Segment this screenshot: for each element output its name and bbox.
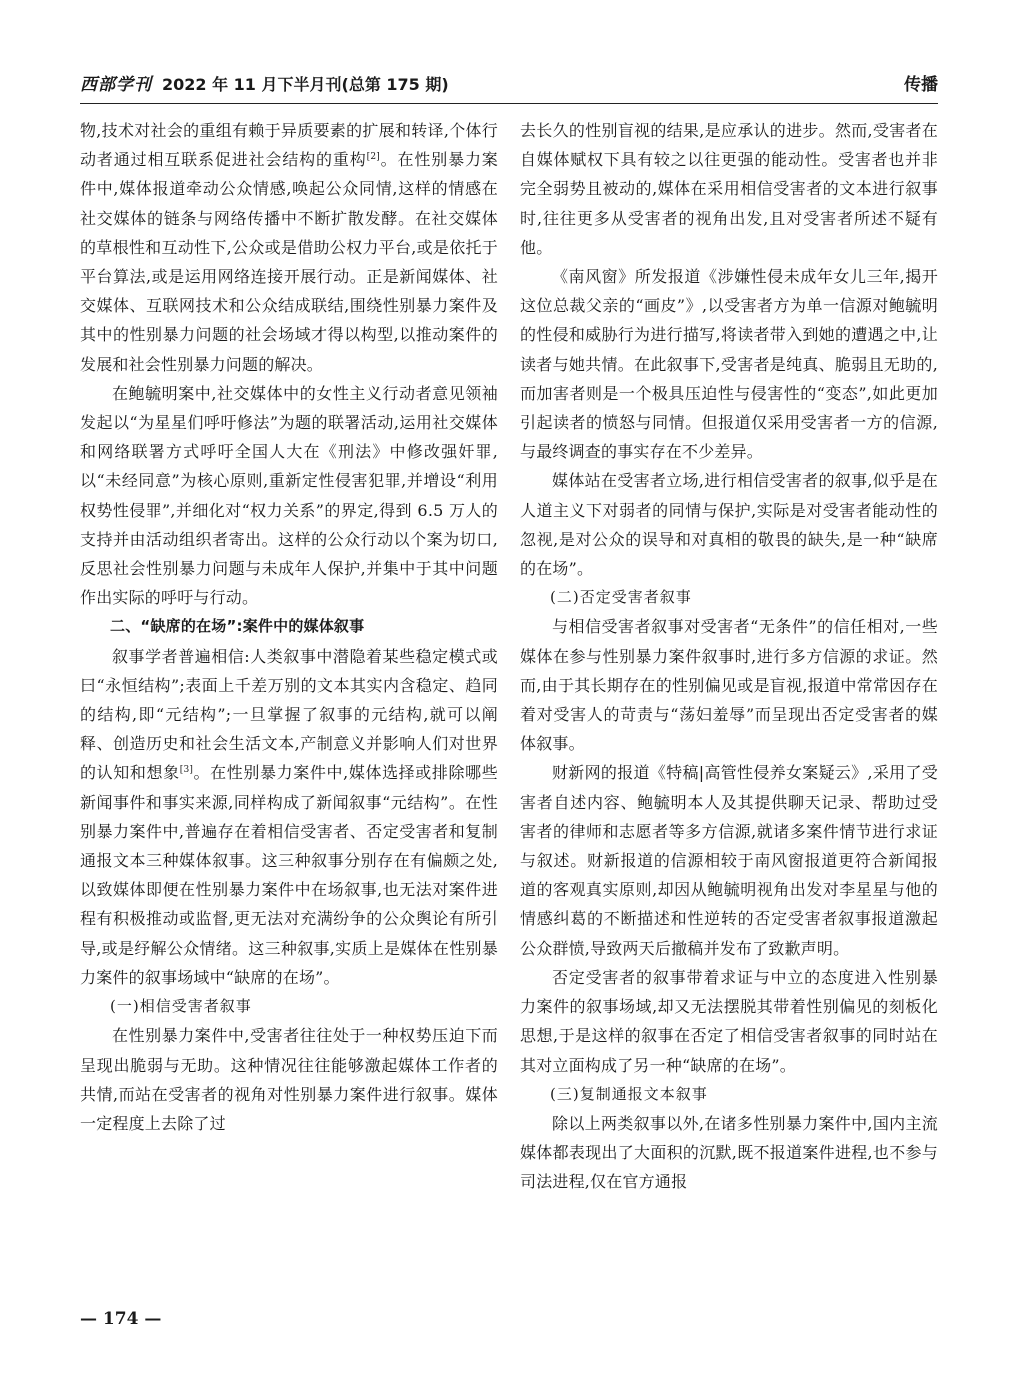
journal-logo: 西部学刊 bbox=[80, 75, 152, 95]
paragraph: 去长久的性别盲视的结果,是应承认的进步。然而,受害者在自媒体赋权下具有较之以往更强的能动性。受害者也并非完全弱势且被动的,媒体在采用相信受害者的文本进行叙事时,往往更多从受害者的视角出发,且对受害者所述不疑有他。 bbox=[520, 121, 938, 257]
page-header bbox=[80, 72, 938, 98]
paragraph: 在性别暴力案件中,受害者往往处于一种权势压迫下而呈现出脆弱与无助。这种情况往往能够激起媒体工作者的共情,而站在受害者的视角对性别暴力案件进行叙事。媒体一定程度上去除了过 bbox=[80, 1026, 498, 1133]
paragraph: 《南风窗》所发报道《涉嫌性侵未成年女儿三年,揭开这位总裁父亲的“画皮”》,以受害者方为单一信源对鲍毓明的性侵和威胁行为进行描写,将读者带入到她的遭遇之中,让读者与她共情。在此叙事下,受害者是纯真、脆弱且无助的,而加害者则是一个极具压迫性与侵害性的“变态”,如此更加引起读者的愤怒与同情。但报道仅采用受害者一方的信源,与最终调查的事实存在不少差异。 bbox=[520, 267, 938, 462]
paragraph: 在鲍毓明案中,社交媒体中的女性主义行动者意见领袖发起以“为星星们呼吁修法”为题的联署活动,运用社交媒体和网络联署方式呼吁全国人大在《刑法》中修改强奸罪,以“未经同意”为核心原则,重新定性侵害犯罪,并增设“利用权势性侵罪”,并细化对“权力关系”的界定,得到 6.5 万人的支持并由活动组织者寄出。这样的公众行动以个案为切口,反思社会性别暴力问题与未成年人保护,并集中于其中问题作出实际的呼吁与行动。 bbox=[80, 383, 498, 608]
paragraph: 物,技术对社会的重组有赖于异质要素的扩展和转译,个体行动者通过相互联系促进社会结构的重构[2]。在性别暴力案件中,媒体报道牵动公众情感,唤起公众同情,这样的情感在社交媒体的链条与网络传播中不断扩散发酵。在社交媒体的草根性和互动性下,公众或是借助公权力平台,或是依托于平台算法,或是运用网络连接开展行动。正是新闻媒体、社交媒体、互联网技术和公众结成联结,围绕性别暴力案件及其中的性别暴力问题的社会场域才得以构型,以推动案件的发展和社会性别暴力问题的解决。 bbox=[80, 121, 499, 374]
left-column bbox=[80, 116, 498, 1138]
right-column bbox=[520, 116, 938, 1197]
citation: [2] bbox=[366, 152, 380, 163]
paragraph: 媒体站在受害者立场,进行相信受害者的叙事,似乎是在人道主义下对弱者的同情与保护,实际是对受害者能动性的忽视,是对公众的误导和对真相的敬畏的缺失,是一种“缺席的在场”。 bbox=[520, 471, 938, 579]
paragraph: 除以上两类叙事以外,在诸多性别暴力案件中,国内主流媒体都表现出了大面积的沉默,既不报道案件进程,也不参与司法进程,仅在官方通报 bbox=[520, 1113, 938, 1192]
paragraph: 否定受害者的叙事带着求证与中立的态度进入性别暴力案件的叙事场域,却又无法摆脱其带着性别偏见的刻板化思想,于是这样的叙事在否定了相信受害者叙事的同时站在其对立面构成了另一种“缺席的在场”。 bbox=[520, 967, 938, 1075]
paragraph: 与相信受害者叙事对受害者“无条件”的信任相对,一些媒体在参与性别暴力案件叙事时,进行多方信源的求证。然而,由于其长期存在的性别偏见或是盲视,报道中常常因存在着对受害人的苛责与“荡妇羞辱”而呈现出否定受害者的媒体叙事。 bbox=[520, 617, 938, 754]
subsection-heading: (二)否定受害者叙事 bbox=[550, 588, 692, 607]
paragraph: 叙事学者普遍相信:人类叙事中潜隐着某些稳定模式或曰“永恒结构”;表面上千差万别的文本其实内含稳定、趋同的结构,即“元结构”;一旦掌握了叙事的元结构,就可以阐释、创造历史和社会生活文本,产制意义并影响人们对世界的认知和想象[3]。在性别暴力案件中,媒体选择或排除哪些新闻事件和事实来源,同样构成了新闻叙事“元结构”。在性别暴力案件中,普遍存在着相信受害者、否定受害者和复制通报文本三种媒体叙事。这三种叙事分别存在有偏颇之处,以致媒体即便在性别暴力案件中在场叙事,也无法对案件进程有积极推动或监督,更无法对充满纷争的公众舆论有所引导,或是纾解公众情绪。这三种叙事,实质上是媒体在性别暴力案件的叙事场域中“缺席的在场”。 bbox=[80, 646, 498, 987]
section-heading: 二、“缺席的在场”:案件中的媒体叙事 bbox=[110, 617, 365, 636]
issue-info: 2022 年 11 月下半月刊(总第 175 期) bbox=[162, 75, 449, 94]
subsection-heading: (一)相信受害者叙事 bbox=[110, 997, 252, 1016]
header-rule bbox=[80, 103, 938, 104]
page-number: — 174 — bbox=[80, 1309, 162, 1329]
paragraph: 财新网的报道《特稿|高管性侵养女案疑云》,采用了受害者自述内容、鲍毓明本人及其提供聊天记录、帮助过受害者的律师和志愿者等多方信源,就诸多案件情节进行求证与叙述。财新报道的信源相较于南风窗报道更符合新闻报道的客观真实原则,却因从鲍毓明视角出发对李星星与他的情感纠葛的不断描述和性逆转的否定受害者叙事报道激起公众群愤,导致两天后撤稿并发布了致歉声明。 bbox=[520, 763, 938, 958]
citation: [3] bbox=[179, 765, 194, 776]
subsection-heading: (三)复制通报文本叙事 bbox=[550, 1084, 708, 1103]
section-name: 传播 bbox=[904, 75, 938, 95]
